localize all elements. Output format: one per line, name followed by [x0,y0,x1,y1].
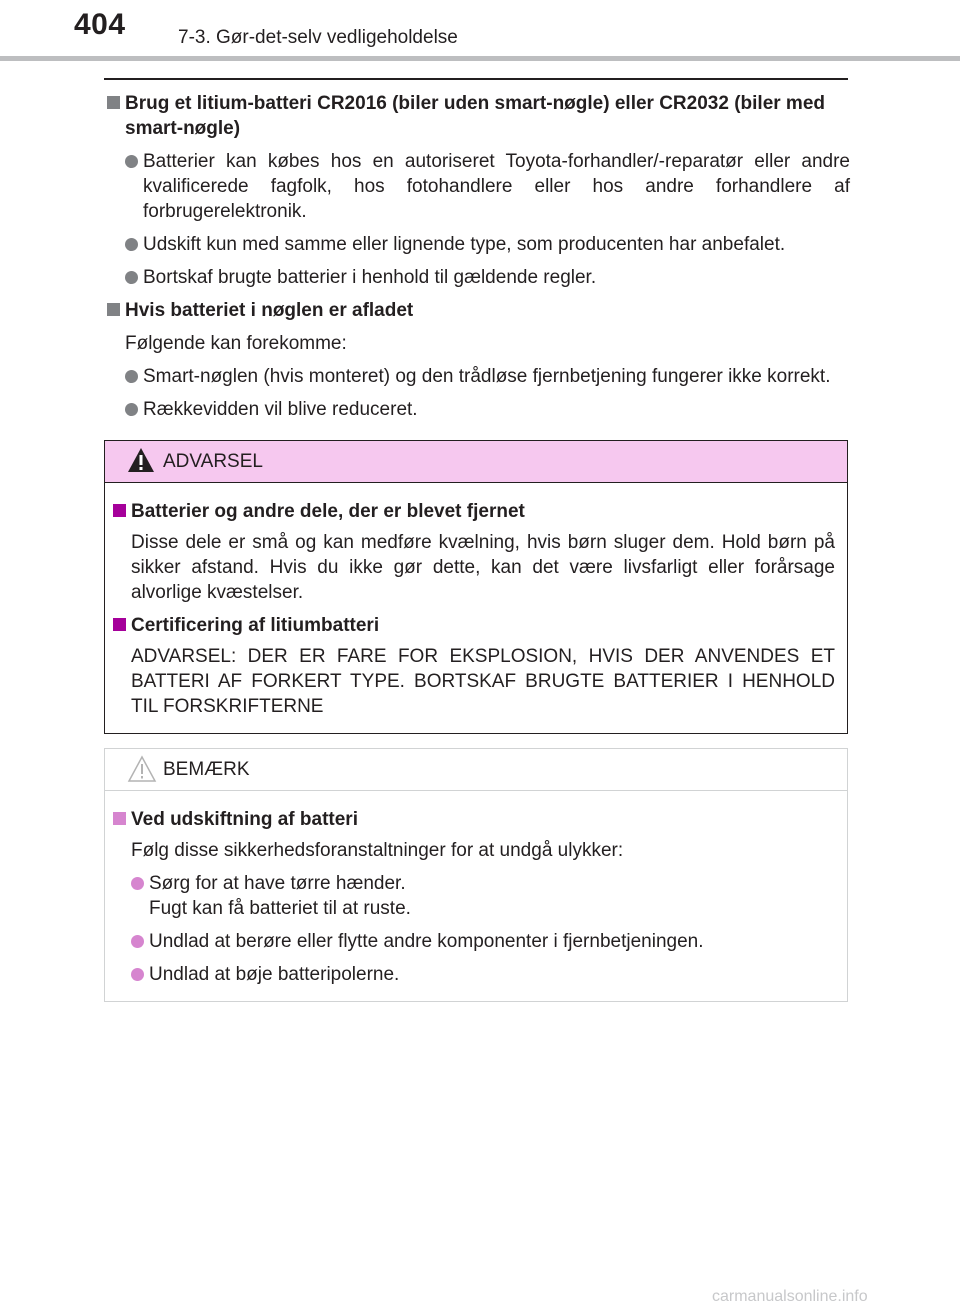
warning-heading [113,499,835,524]
page-number: 404 [74,8,126,41]
list-item-text: Batterier kan købes hos en autoriseret Toyota-forhandler/-reparatør eller andre kvalificerede fagfolk, hos fotohandlere eller hos andre forhandlere af forbrugerelektronik. [143,151,850,222]
notice-box [104,748,848,1002]
heading-text: Batterier og andre dele, der er blevet fjernet [131,501,525,522]
list-item [113,929,835,954]
list-item-text: Bortskaf brugte batterier i henhold til gældende regler. [143,267,597,288]
circle-bullet-icon [125,403,138,416]
list-item [105,397,850,422]
main-content [105,91,850,430]
square-bullet-icon [107,303,120,316]
list-item-text: Udskift kun med samme eller lignende type, som producenten har anbefalet. [143,234,786,255]
warning-header [105,441,847,483]
list-item [105,265,850,290]
warning-title: ADVARSEL [163,451,263,472]
notice-title: BEMÆRK [163,759,250,780]
warning-box [104,440,848,734]
list-item [105,364,850,389]
notice-header [105,749,847,791]
list-item-text: Smart-nøglen (hvis monteret) og den trådløse fjernbetjening fungerer ikke korrekt. [143,366,831,387]
list-item [113,871,835,921]
heading-text: Ved udskiftning af batteri [131,809,358,830]
notice-heading [113,807,835,832]
square-bullet-icon [113,812,126,825]
intro-text: Følgende kan forekomme: [125,333,347,354]
list-item [113,962,835,987]
warning-triangle-icon [127,447,155,473]
section-heading [105,298,850,323]
watermark: carmanualsonline.info [712,1288,868,1305]
list-item-text: Undlad at berøre eller flytte andre komponenter i fjernbetjeningen. [149,931,704,952]
square-bullet-icon [107,96,120,109]
circle-bullet-icon [125,370,138,383]
warning-body [113,499,835,727]
section-title: 7-3. Gør-det-selv vedligeholdelse [178,27,458,48]
square-bullet-icon [113,504,126,517]
list-item [105,232,850,257]
warning-heading [113,613,835,638]
circle-bullet-icon [125,238,138,251]
warning-text: Disse dele er små og kan medføre kvælning, hvis børn sluger dem. Hold børn på sikker afstand. Hvis du ikke gør dette, kan det være livsfarligt eller forårsage alvorlige kvæstelser. [131,532,835,603]
circle-bullet-icon [125,155,138,168]
circle-bullet-icon [131,968,144,981]
notice-intro: Følg disse sikkerhedsforanstaltninger for at undgå ulykker: [131,840,624,861]
list-item-text: Sørg for at have tørre hænder. [149,873,406,894]
list-item [105,149,850,224]
circle-bullet-icon [125,271,138,284]
list-item-text: Undlad at bøje batteripolerne. [149,964,400,985]
list-item-subtext: Fugt kan få batteriet til at ruste. [149,898,411,919]
notice-body [113,807,835,995]
heading-text: Brug et litium-batteri CR2016 (biler uden smart-nøgle) eller CR2032 (biler med smart-nøgle) [125,93,825,139]
heading-text: Hvis batteriet i nøglen er afladet [125,300,414,321]
square-bullet-icon [113,618,126,631]
heading-text: Certificering af litiumbatteri [131,615,380,636]
circle-bullet-icon [131,935,144,948]
list-item-text: Rækkevidden vil blive reduceret. [143,399,418,420]
circle-bullet-icon [131,877,144,890]
page-header [0,0,960,62]
warning-text: ADVARSEL: DER ER FARE FOR EKSPLOSION, HVIS DER ANVENDES ET BATTERI AF FORKERT TYPE. BORTSKAF BRUGTE BATTERIER I HENHOLD TIL FORSKRIFTERNE [131,646,835,717]
header-bar [0,56,960,61]
top-rule [104,78,848,80]
section-heading [105,91,850,141]
caution-triangle-icon [127,755,157,783]
